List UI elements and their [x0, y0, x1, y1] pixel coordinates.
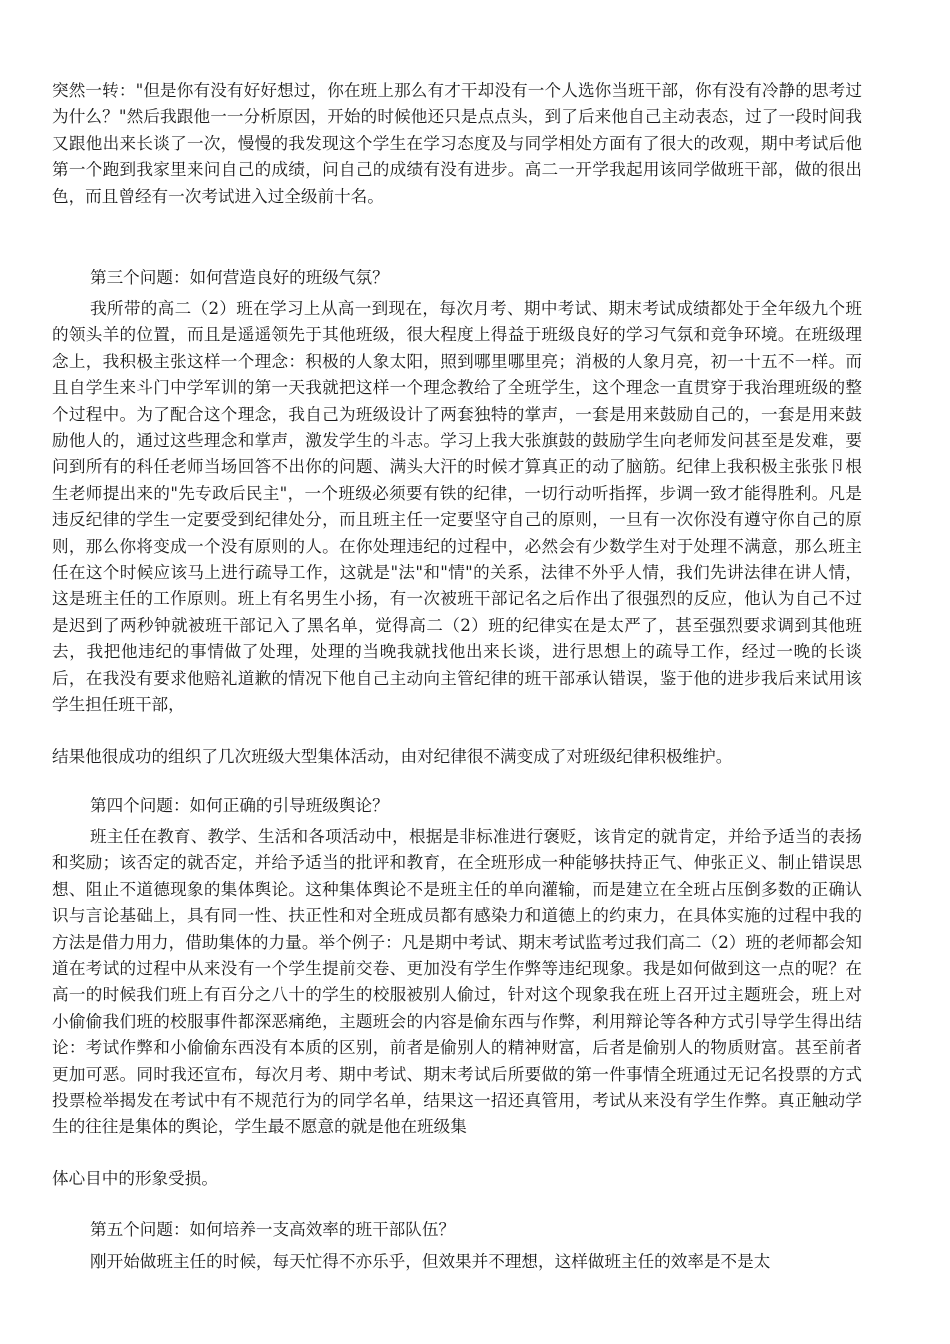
section-3-paragraph: 我所带的高二（2）班在学习上从高一到现在，每次月考、期中考试、期末考试成绩都处于全年级九个班的领头羊的位置，而且是遥遥领先于其他班级，很大程度上得益于班级良好的学习气氛和竞争环境。在班级理念上，我积极主张这样一个理念：积极的人象太阳，照到哪里哪里亮；消极的人象月亮，初一十五不一样。而且自学生来斗门中学军训的第一天我就把这样一个理念教给了全班学生，这个理念一直贯穿于我治理班级的整个过程中。为了配合这个理念，我自己为班级设计了两套独特的掌声，一套是用来鼓励自己的，一套是用来鼓励他人的，通过这些理念和掌声，激发学生的斗志。学习上我大张旗鼓的鼓励学生向老师发问甚至是发难，要问到所有的科任老师当场回答不出你的问题、满头大汗的时候才算真正的动了脑筋。纪律上我积极主张张卪根生老师提出来的"先专政后民主"，一个班级必须要有铁的纪律，一切行动听指挥，步调一致才能得胜利。凡是违反纪律的学生一定要受到纪律处分，而且班主任一定要坚守自己的原则，一旦有一次你没有遵守你自己的原则，那么你将变成一个没有原则的人。在你处理违纪的过程中，必然会有少数学生对于处理不满意，那么班主任在这个时候应该马上进行疏导工作，这就是"法"和"情"的关系，法律不外乎人情，我们先讲法律在讲人情，这是班主任的工作原则。班上有名男生小扬，有一次被班干部记名之后作出了很强烈的反应，他认为自己不过是迟到了两秒钟就被班干部记入了黑名单，觉得高二（2）班的纪律实在是太严了，甚至强烈要求调到其他班去，我把他违纪的事情做了处理，处理的当晚我就找他出来长谈，进行思想上的疏导工作，经过一晚的长谈后，在我没有要求他赔礼道歉的情况下他自己主动向主管纪律的班干部承认错误，鉴于他的进步我后来试用该学生担任班干部， — [52, 299, 862, 715]
section-heading-4: 第四个问题：如何正确的引导班级舆论？ — [90, 796, 389, 815]
section-heading-5: 第五个问题：如何培养一支高效率的班干部队伍？ — [90, 1220, 456, 1239]
intro-paragraph: 突然一转："但是你有没有好好想过，你在班上那么有才干却没有一个人选你当班干部，你有没有冷静的思考过为什么？"然后我跟他一一分析原因，开始的时候他还只是点点头，到了后来他自己主动表态，过了一段时间我又跟他出来长谈了一次，慢慢的我发现这个学生在学习态度及与同学相处方面有了很大的改观，期中考试后他第一个跑到我家里来问自己的成绩，问自己的成绩有没有进步。高二一开学我起用该同学做班干部，做的很出色，而且曾经有一次考试进入过全级前十名。 — [52, 81, 862, 206]
section-4-paragraph-tail: 体心目中的形象受损。 — [52, 1169, 218, 1188]
section-4-paragraph: 班主任在教育、教学、生活和各项活动中，根据是非标准进行褒贬，该肯定的就肯定，并给予适当的表扬和奖励；该否定的就否定，并给予适当的批评和教育，在全班形成一种能够扶持正气、伸张正义、制止错误思想、阻止不道德现象的集体舆论。这种集体舆论不是班主任的单向灌输，而是建立在全班占压倒多数的正确认识与言论基础上，具有同一性、扶正性和对全班成员都有感染力和道德上的约束力，在具体实施的过程中我的方法是借力用力，借助集体的力量。举个例子：凡是期中考试、期末考试监考过我们高二（2）班的老师都会知道在考试的过程中从来没有一个学生提前交卷、更加没有学生作弊等违纪现象。我是如何做到这一点的呢？在高一的时候我们班上有百分之八十的学生的校服被别人偷过，针对这个现象我在班上召开过主题班会，班上对小偷偷我们班的校服事件都深恶痛绝，主题班会的内容是偷东西与作弊，利用辩论等各种方式引导学生得出结论：考试作弊和小偷偷东西没有本质的区别，前者是偷别人的精神财富，后者是偷别人的物质财富。甚至前者更加可恶。同时我还宣布，每次月考、期中考试、期末考试后所要做的第一件事情全班通过无记名投票的方式投票检举揭发在考试中有不规范行为的同学名单，结果这一招还真管用，考试从来没有学生作弊。真正触动学生的往往是集体的舆论，学生最不愿意的就是他在班级集 — [52, 827, 862, 1137]
section-5-paragraph: 刚开始做班主任的时候，每天忙得不亦乐乎，但效果并不理想，这样做班主任的效率是不是太 — [90, 1252, 771, 1271]
section-heading-3: 第三个问题：如何营造良好的班级气氛？ — [90, 268, 389, 287]
section-3-paragraph-tail: 结果他很成功的组织了几次班级大型集体活动，由对纪律很不满变成了对班级纪律积极维护。 — [52, 747, 733, 766]
